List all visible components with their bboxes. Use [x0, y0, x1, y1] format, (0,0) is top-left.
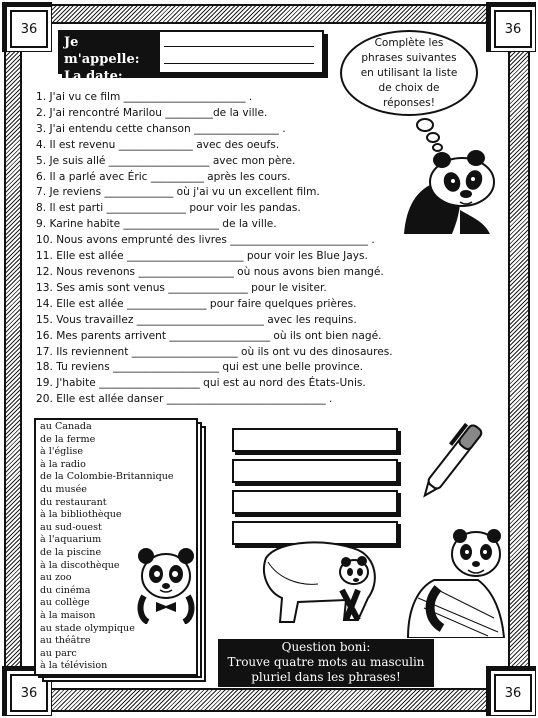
sentence-8: 8. Il est parti _______________ pour voir les pandas.	[36, 202, 301, 215]
word-bank-item: du cinéma	[40, 584, 91, 596]
word-bank-item: de la Colombie-Britannique	[40, 471, 174, 483]
bonus-text: Trouve quatre mots au masculin pluriel dans les phrases!	[227, 655, 425, 684]
word-bank-item: à la télévision	[40, 660, 108, 672]
date-label: La date:	[64, 69, 123, 84]
name-date-box	[58, 30, 324, 84]
sentence-20: 20. Elle est allée danser ______________________________ .	[36, 393, 333, 406]
page-number: 36	[7, 7, 51, 51]
sentence-4: 4. Il est revenu ______________ avec des oeufs.	[36, 138, 280, 151]
sentence-1: 1. J'ai vu ce film _______________________ .	[36, 91, 253, 103]
sentence-14: 14. Elle est allée _______________ pour faire quelques prières.	[36, 297, 357, 310]
answer-box-1[interactable]	[232, 428, 398, 452]
word-bank-item: au zoo	[40, 572, 72, 584]
word-bank-item: du restaurant	[40, 496, 107, 508]
answer-box-2[interactable]	[232, 459, 398, 483]
word-bank-item: du musée	[40, 483, 87, 495]
word-bank-item: à l'aquarium	[40, 534, 102, 546]
word-bank-item: à la bibliothèque	[40, 509, 122, 521]
page-number: 36	[491, 671, 535, 715]
answer-box-3[interactable]	[232, 490, 398, 514]
sentence-list	[36, 90, 436, 408]
pandas-illustration-bottom	[258, 528, 514, 638]
sentence-19: 19. J'habite ___________________ qui est au nord des États-Unis.	[36, 377, 366, 390]
word-bank-item: à la radio	[40, 458, 86, 470]
name-line[interactable]	[164, 46, 314, 47]
word-bank-item: au stade olympique	[40, 622, 135, 634]
word-bank	[34, 418, 206, 682]
sentence-7: 7. Je reviens _____________ où j'ai vu un excellent film.	[36, 186, 320, 199]
word-bank-item: au théâtre	[40, 635, 91, 647]
corner-tl	[2, 2, 52, 52]
word-bank-item: à la maison	[40, 609, 96, 621]
date-line[interactable]	[164, 63, 314, 64]
panda-illustration-small	[134, 546, 198, 624]
sentence-15: 15. Vous travaillez ________________________ avec les requins.	[36, 313, 357, 326]
sentence-11: 11. Elle est allée ______________________ pour voir les Blue Jays.	[36, 250, 368, 263]
sentence-12: 12. Nous revenons __________________ où nous avons bien mangé.	[36, 265, 384, 278]
bonus-question	[218, 639, 434, 687]
sentence-10: 10. Nous avons emprunté des livres __________________________ .	[36, 234, 375, 247]
corner-tr	[486, 2, 536, 52]
sentence-5: 5. Je suis allé ___________________ avec mon père.	[36, 154, 296, 167]
sentence-6: 6. Il a parlé avec Éric __________ après les cours.	[36, 170, 291, 183]
word-bank-item: à l'église	[40, 446, 84, 458]
sentence-9: 9. Karine habite __________________ de la ville.	[36, 218, 277, 231]
sentence-2: 2. J'ai rencontré Marilou _________de la ville.	[36, 106, 268, 119]
bonus-title: Question boni:	[281, 640, 371, 654]
word-bank-item: au collège	[40, 597, 90, 609]
corner-br	[486, 666, 536, 716]
instruction-text: Complète les phrases suivantes en utilisant la liste de choix de réponses!	[360, 36, 458, 109]
word-bank-item: au parc	[40, 647, 77, 659]
sentence-13: 13. Ses amis sont venus _______________ pour le visiter.	[36, 281, 327, 294]
word-bank-item: au sud-ouest	[40, 521, 102, 533]
word-bank-item: de la ferme	[40, 433, 96, 445]
sentence-16: 16. Mes parents arrivent ___________________ où ils ont bien nagé.	[36, 329, 382, 342]
pen-illustration	[414, 408, 502, 498]
page-number: 36	[7, 671, 51, 715]
name-label: Je m'appelle:	[64, 35, 140, 67]
name-date-labels	[60, 32, 160, 84]
word-bank-item: de la piscine	[40, 546, 102, 558]
sentence-17: 17. Ils reviennent ____________________ où ils ont vu des dinosaures.	[36, 345, 393, 358]
sentence-3: 3. J'ai entendu cette chanson ________________ .	[36, 122, 286, 135]
page-number: 36	[491, 7, 535, 51]
word-bank-item: au Canada	[40, 421, 92, 432]
word-bank-item: à la discothèque	[40, 559, 120, 571]
sentence-18: 18. Tu reviens ____________________ qui est une belle province.	[36, 361, 364, 374]
